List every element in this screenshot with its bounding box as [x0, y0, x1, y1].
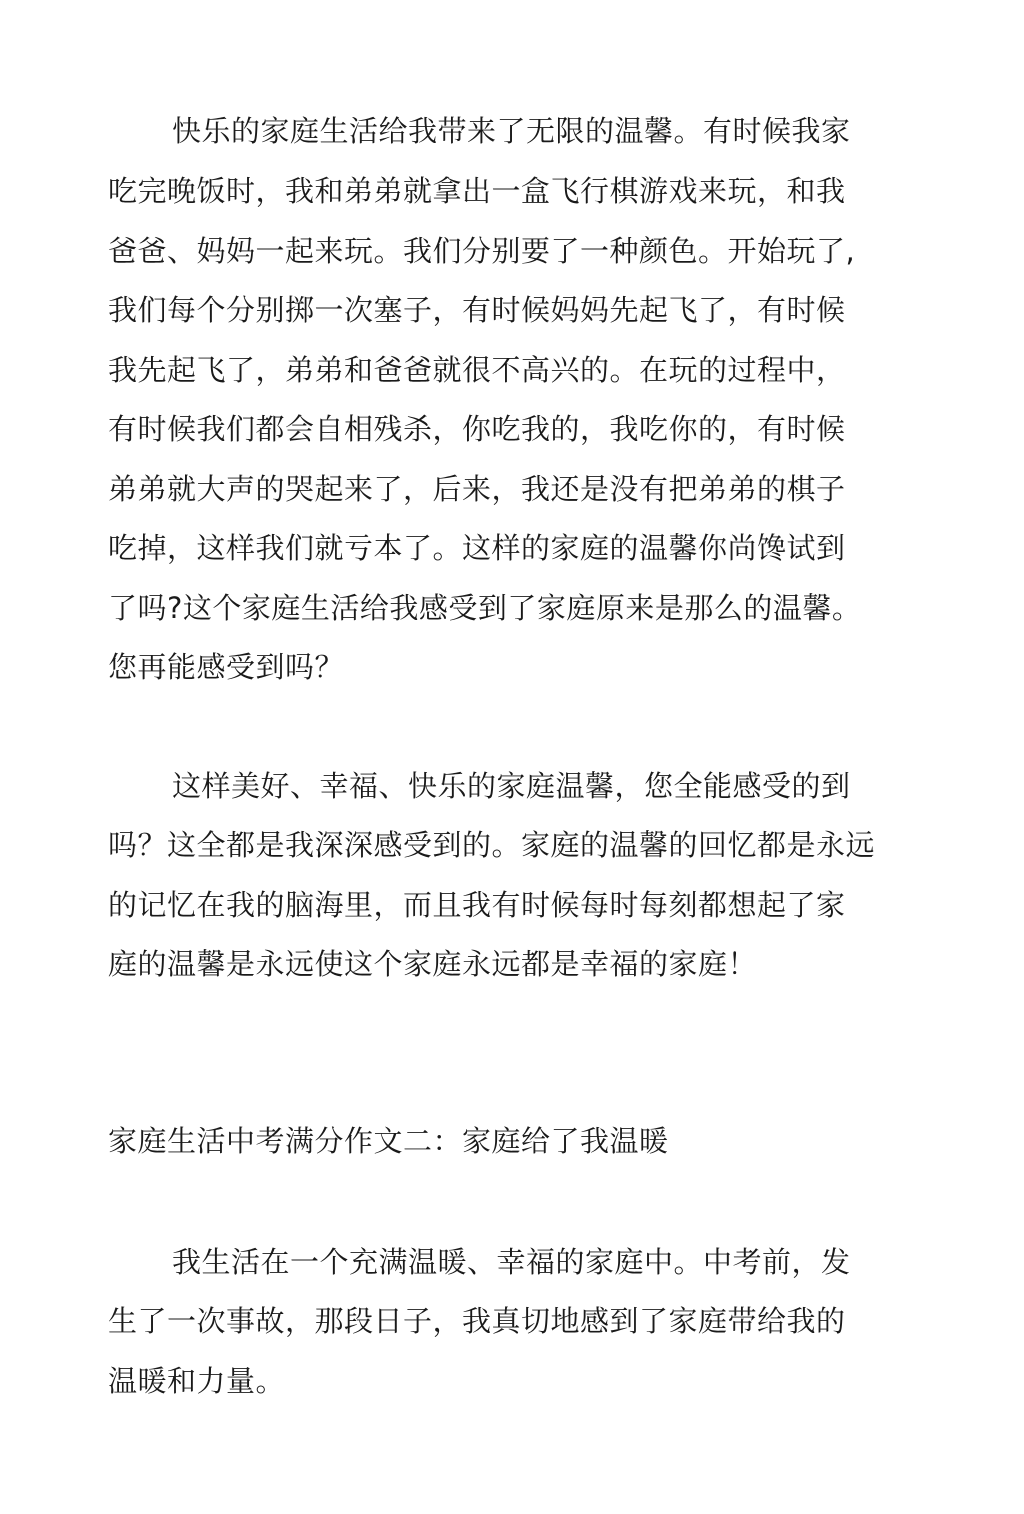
- paragraph-1-line: 了吗?这个家庭生活给我感受到了家庭原来是那么的温馨。: [108, 591, 862, 625]
- paragraph-1-line: 弟弟就大声的哭起来了，后来，我还是没有把弟弟的棋子: [108, 472, 846, 506]
- paragraph-1-line: 吃掉，这样我们就亏本了。这样的家庭的温馨你尚馋试到: [108, 531, 846, 565]
- paragraph-2-line: 庭的温馨是永远使这个家庭永远都是幸福的家庭！: [108, 947, 758, 981]
- paragraph-1-line: 我先起飞了，弟弟和爸爸就很不高兴的。在玩的过程中，: [108, 353, 846, 387]
- paragraph-1-line: 有时候我们都会自相残杀，你吃我的，我吃你的，有时候: [108, 412, 846, 446]
- paragraph-1-line: 您再能感受到吗？: [108, 650, 345, 684]
- paragraph-1-line: 爸爸、妈妈一起来玩。我们分别要了一种颜色。开始玩了,: [108, 234, 856, 268]
- paragraph-1-line: 我们每个分别掷一次塞子，有时候妈妈先起飞了，有时候: [108, 293, 846, 327]
- paragraph-3-line: 生了一次事故，那段日子，我真切地感到了家庭带给我的: [108, 1304, 846, 1338]
- paragraph-3-line: 温暖和力量。: [108, 1364, 286, 1398]
- paragraph-1-line: 快乐的家庭生活给我带来了无限的温馨。有时候我家: [172, 114, 851, 148]
- section-heading: 家庭生活中考满分作文二：家庭给了我温暖: [108, 1124, 669, 1158]
- paragraph-2-line: 的记忆在我的脑海里，而且我有时候每时每刻都想起了家: [108, 888, 846, 922]
- paragraph-1-line: 吃完晚饭时，我和弟弟就拿出一盒飞行棋游戏来玩，和我: [108, 174, 846, 208]
- paragraph-3-line: 我生活在一个充满温暖、幸福的家庭中。中考前，发: [172, 1245, 851, 1279]
- paragraph-2-line: 这样美好、幸福、快乐的家庭温馨，您全能感受的到: [172, 769, 851, 803]
- paragraph-2-line: 吗？这全都是我深深感受到的。家庭的温馨的回忆都是永远: [108, 828, 876, 862]
